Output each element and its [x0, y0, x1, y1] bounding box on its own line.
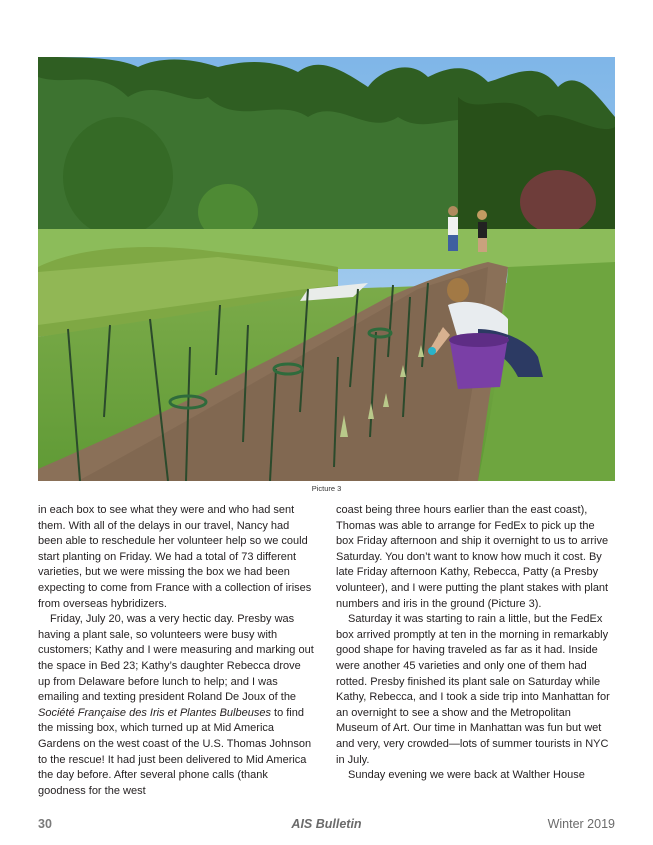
paragraph [38, 612, 316, 799]
paragraph [38, 503, 316, 612]
italic-text: Société Française des Iris et Plantes Bulbeuses [38, 706, 271, 719]
issue-label: Winter 2019 [547, 817, 615, 831]
publication-title: AIS Bulletin [291, 817, 362, 831]
paragraph [336, 768, 614, 784]
page-footer [38, 817, 615, 833]
photo-caption: Picture 3 [311, 484, 342, 493]
garden-photo [38, 57, 615, 481]
text-run: in each box to see what they were and who had sent them. With all of the delays in our travel, Nancy had been able to reschedule her volunteer help so we could start planting on Friday. We had a total of 73 different varieties, but we were missing the box we had been expecting to come from France with a collection of irises from overseas hybridizers. [38, 504, 312, 610]
text-run: Friday, July 20, was a very hectic day. Presby was having a plant sale, so volunteers were busy with customers; Kathy and I were measuring and marking out the space in Bed 23; Kathy’s daughter Rebecca drove up from Delaware before lunch to help; and I was emailing and texting president Roland De Joux of the [38, 613, 314, 704]
text-column-right [336, 503, 614, 784]
paragraph [336, 503, 614, 612]
text-run: Sunday evening we were back at Walther House [348, 769, 585, 782]
paragraph [336, 612, 614, 768]
text-run: Saturday it was starting to rain a little, but the FedEx box arrived promptly at ten in the morning in remarkably good shape for having traveled as far as it had. Inside were another 45 varieties and only one of them had rotted. Presby finished its plant sale on Saturday while Kathy, Rebecca, and I took a side trip into Manhattan for an overnight to see a show and the Metropolitan Museum of Art. Our time in Manhattan was fun but wet and very, very crowded—lots of summer tourists in NYC in July. [336, 613, 610, 766]
page-number: 30 [38, 817, 52, 831]
text-run: to find the missing box, which turned up at Mid America Gardens on the west coast of the U.S. Thomas Johnson to the rescue! It had just been delivered to Mid America the day before. After several phone calls (thank goodness for the west [38, 706, 312, 797]
text-run: coast being three hours earlier than the east coast), Thomas was able to arrange for FedEx to pick up the box Friday afternoon and ship it overnight to us to arrive Saturday. You don’t want to know how much it cost. By late Friday afternoon Kathy, Rebecca, Patty (a Presby volunteer), and I were putting the plant stakes with plant numbers and iris in the ground (Picture 3). [336, 504, 609, 610]
text-column-left [38, 503, 316, 799]
